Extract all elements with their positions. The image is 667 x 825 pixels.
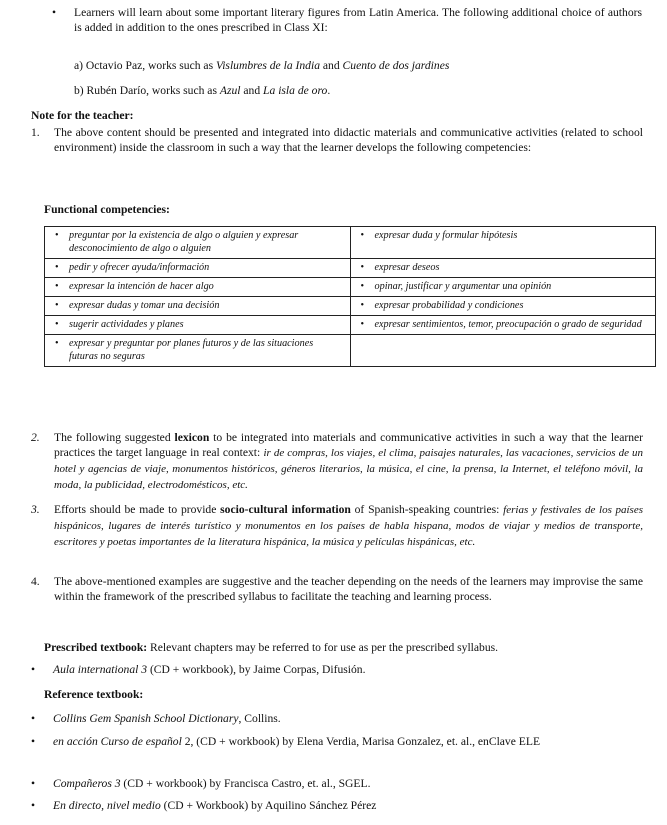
note-text: The following suggested lexicon to be integrated into materials and communicative activities in such a way that the learner practices the target language in real context: ir de compras, los viajes, el clima, paisajes naturales, las vacaciones, servicios de un hotel y agencias de viaje, monumentos históricos, géneros literarios, la música, el cine, la prensa, la Internet, el teléfono móvil, la moda, la publicidad, electrodomésticos, etc. bbox=[54, 431, 644, 491]
note-4 bbox=[31, 574, 643, 604]
note-number: 4. bbox=[31, 575, 40, 588]
table-row bbox=[45, 227, 656, 259]
note-number: 3. bbox=[31, 503, 40, 516]
note-number: 2. bbox=[31, 431, 40, 444]
table-row bbox=[45, 335, 656, 367]
note-heading: Note for the teacher: bbox=[31, 109, 134, 122]
prescribed-label: Prescribed textbook: bbox=[44, 641, 148, 654]
note-number: 1. bbox=[31, 126, 40, 139]
author-item-paz: a) Octavio Paz, works such as Vislumbres de la India and Cuento de dos jardines bbox=[74, 59, 450, 72]
note-text: The above-mentioned examples are suggestive and the teacher depending on the needs of the learners may improvise the same within the framework of the prescribed syllabus to facilitate the teaching and learning process. bbox=[54, 575, 643, 603]
table-cell: • sugerir actividades y planes bbox=[45, 316, 351, 335]
book-title: En directo, nivel medio bbox=[53, 799, 161, 812]
competencies-table bbox=[44, 226, 656, 367]
list-item: • Compañeros 3 (CD + workbook) by Francisca Castro, et. al., SGEL. bbox=[31, 777, 371, 790]
list-item: • Aula international 3 (CD + workbook), by Jaime Corpas, Difusión. bbox=[31, 663, 366, 676]
note-2 bbox=[31, 430, 643, 493]
table-row bbox=[45, 259, 656, 278]
reference-label: Reference textbook: bbox=[44, 688, 144, 701]
author-item-dario: b) Rubén Darío, works such as Azul and La isla de oro. bbox=[74, 84, 331, 97]
bullet-marker: • bbox=[52, 6, 57, 19]
book-title: Collins Gem Spanish School Dictionary bbox=[53, 712, 239, 725]
work-title: Vislumbres de la India bbox=[215, 59, 320, 72]
table-cell: • opinar, justificar y argumentar una opinión bbox=[350, 278, 656, 297]
functional-competencies-heading: Functional competencies: bbox=[44, 203, 170, 216]
note-1 bbox=[31, 125, 643, 155]
work-title: Cuento de dos jardines bbox=[342, 59, 450, 72]
table-cell: • preguntar por la existencia de algo o alguien y expresar desconocimiento de algo o alguien bbox=[45, 227, 351, 259]
table-row bbox=[45, 278, 656, 297]
prescribed-textbook: Prescribed textbook: Relevant chapters may be referred to for use as per the prescribed syllabus. bbox=[44, 641, 499, 654]
table-cell: • expresar y preguntar por planes futuros y de las situaciones futuras no seguras bbox=[45, 335, 351, 367]
keyword-socio-cultural: socio-cultural information bbox=[220, 503, 351, 516]
table-cell: • expresar la intención de hacer algo bbox=[45, 278, 351, 297]
book-title: Compañeros 3 bbox=[53, 777, 121, 790]
list-item: • en acción Curso de español 2, (CD + workbook) by Elena Verdia, Marisa Gonzalez, et. al., enClave ELE bbox=[31, 735, 541, 748]
keyword-lexicon: lexicon bbox=[174, 431, 210, 444]
table-row bbox=[45, 316, 656, 335]
table-cell: • expresar probabilidad y condiciones bbox=[350, 297, 656, 316]
table-cell: • expresar deseos bbox=[350, 259, 656, 278]
table-cell bbox=[350, 335, 656, 367]
book-title: Aula international 3 bbox=[53, 663, 148, 676]
note-text: The above content should be presented and integrated into didactic materials and communicative activities (related to school environment) inside the classroom in such a way that the learner develops the following competencies: bbox=[54, 126, 643, 154]
table-cell: • expresar sentimientos, temor, preocupación o grado de seguridad bbox=[350, 316, 656, 335]
table-row bbox=[45, 297, 656, 316]
list-item: • Collins Gem Spanish School Dictionary, Collins. bbox=[31, 712, 281, 725]
book-title: en acción Curso de español bbox=[53, 735, 182, 748]
note-text: Efforts should be made to provide socio-cultural information of Spanish-speaking countries: ferias y festivales de los países hispánicos, lugares de interés turístico y monumentos en los países de habla hispana, modos de viajar y medios de transporte, escritores y poetas importantes de la literatura hispánica, la música y películas hispánicas, etc. bbox=[54, 503, 643, 548]
table-cell: • expresar duda y formular hipótesis bbox=[350, 227, 656, 259]
table-cell: • pedir y ofrecer ayuda/información bbox=[45, 259, 351, 278]
note-3 bbox=[31, 502, 643, 550]
work-title: La isla de oro bbox=[263, 84, 328, 97]
list-item: • En directo, nivel medio (CD + Workbook) by Aquilino Sánchez Pérez bbox=[31, 799, 377, 812]
work-title: Azul bbox=[219, 84, 241, 97]
intro-text: Learners will learn about some important literary figures from Latin America. The following additional choice of authors is added in addition to the ones prescribed in Class XI: bbox=[74, 6, 642, 34]
intro-bullet bbox=[52, 5, 642, 35]
table-cell: • expresar dudas y tomar una decisión bbox=[45, 297, 351, 316]
